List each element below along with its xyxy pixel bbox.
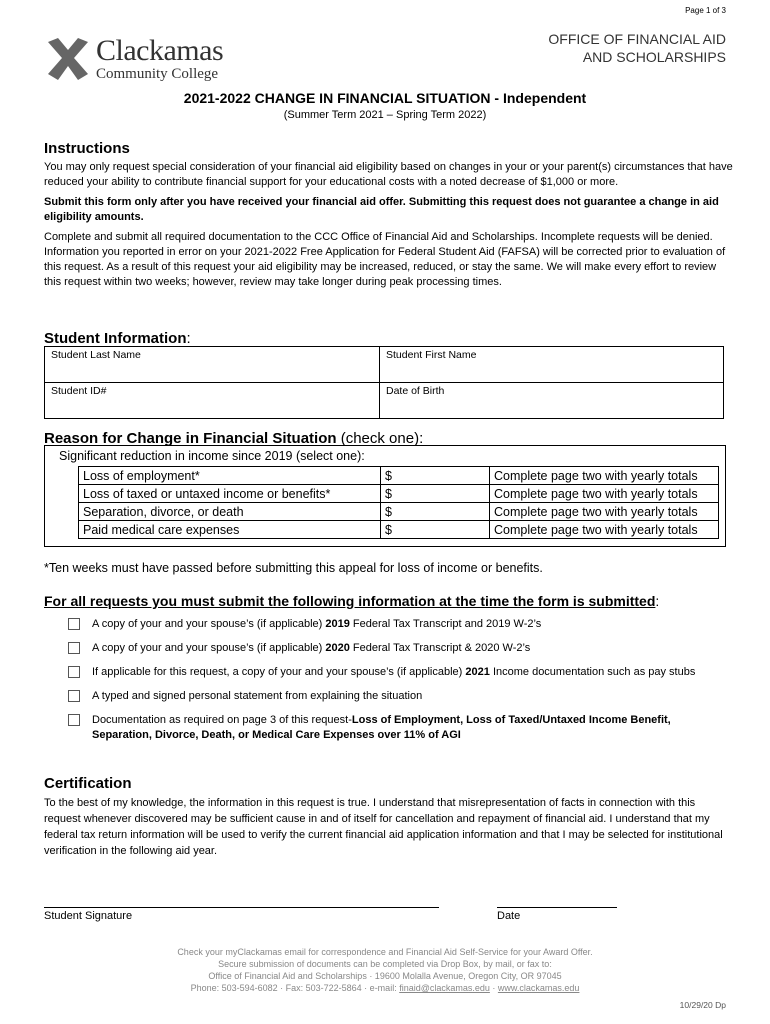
form-subtitle: (Summer Term 2021 – Spring Term 2022) — [283, 109, 487, 121]
reason-heading: Reason for Change in Financial Situation — [44, 430, 337, 447]
requirement-text-end: Income documentation such as pay stubs — [489, 666, 696, 678]
requirements-heading: For all requests you must submit the following information at the time the form is submitted — [44, 593, 656, 609]
reason-amount[interactable]: $ — [381, 485, 490, 503]
first-name-field[interactable] — [380, 347, 724, 383]
reason-label: Loss of employment* — [79, 467, 381, 485]
instructions-section — [44, 140, 734, 290]
reason-label: Separation, divorce, or death — [79, 503, 381, 521]
requirement-checkbox[interactable] — [68, 618, 80, 630]
requirement-checkbox[interactable] — [68, 642, 80, 654]
logo-name: Clackamas — [96, 34, 224, 67]
office-line-1: OFFICE OF FINANCIAL AID — [548, 31, 726, 47]
footer-line-4 — [0, 982, 770, 994]
last-name-field[interactable] — [45, 347, 380, 383]
reason-heading-suffix: (check one): — [336, 430, 424, 447]
website-link[interactable]: www.clackamas.edu — [497, 983, 580, 993]
reason-amount[interactable]: $ — [381, 467, 490, 485]
certification-heading: Certification — [44, 775, 132, 792]
instructions-para-3: Complete and submit all required documentation to the CCC Office of Financial Aid and Scholarships. Incomplete requests will be denied. Information you reported in error on your 2021-2022 Free Application for Federal Student Aid (FAFSA) will be corrected prior to evaluation of this request. As a result of this request your aid eligibility may be increased, reduced, or stay the same. We will make every effort to review this request within two weeks; however, review may take longer during peak processing times. — [44, 231, 726, 288]
requirement-text: A typed and signed personal statement from explaining the situation — [92, 690, 423, 702]
student-signature-label: Student Signature — [44, 910, 133, 922]
certification-section — [44, 775, 734, 859]
revision-date: 10/29/20 Dp — [679, 1000, 726, 1010]
requirement-bold-text: Loss of Employment, Loss of Taxed/Untaxed Income Benefit, Separation, Divorce, Death, or Medical Care Expenses over 11% of AGI — [92, 714, 671, 741]
list-item — [68, 641, 728, 656]
requirement-text: Documentation as required on page 3 of this request- — [92, 714, 352, 726]
requirement-checkbox[interactable] — [68, 666, 80, 678]
office-line-2: AND SCHOLARSHIPS — [582, 49, 726, 65]
reason-note: Complete page two with yearly totals — [490, 467, 719, 485]
date-line[interactable] — [497, 907, 617, 908]
last-name-label: Student Last Name — [51, 349, 141, 361]
requirement-text-end: Federal Tax Transcript & 2020 W-2’s — [349, 642, 531, 654]
logo-mark-icon — [44, 36, 94, 82]
requirement-text-end: Federal Tax Transcript and 2019 W-2’s — [349, 618, 542, 630]
instructions-para-1: You may only request special consideration of your financial aid eligibility based on changes in your or your parent(s) circumstances that have reduced your ability to contribute financial support for your educational costs with a noted decrease of $1,000 or more. — [44, 161, 733, 188]
footer-contact: Phone: 503-594-6082 · Fax: 503-722-5864 · e-mail: — [190, 983, 400, 993]
list-item — [68, 665, 728, 680]
college-logo — [44, 34, 234, 84]
requirements-heading-suffix: : — [655, 593, 660, 609]
reason-amount[interactable]: $ — [381, 503, 490, 521]
reason-row[interactable] — [79, 521, 719, 539]
requirement-bold-text: 2020 — [325, 642, 350, 654]
footer — [0, 946, 770, 994]
requirement-checkbox[interactable] — [68, 714, 80, 726]
footer-line-1: Check your myClackamas email for correspondence and Financial Aid Self-Service for your Award Offer. — [177, 947, 593, 957]
reason-label: Loss of taxed or untaxed income or benefits* — [79, 485, 381, 503]
date-label: Date — [497, 910, 521, 922]
reason-table — [78, 466, 719, 539]
reason-amount[interactable]: $ — [381, 521, 490, 539]
student-signature-line[interactable] — [44, 907, 439, 908]
office-title — [548, 30, 726, 66]
instructions-para-2: Submit this form only after you have received your financial aid offer. Submitting this request does not guarantee a change in aid eligibility amounts. — [44, 196, 719, 223]
email-link[interactable]: finaid@clackamas.edu — [399, 983, 490, 993]
list-item — [68, 713, 728, 743]
reason-row[interactable] — [79, 503, 719, 521]
reason-footnote: *Ten weeks must have passed before submitting this appeal for loss of income or benefits. — [44, 561, 543, 575]
requirement-text: If applicable for this request, a copy of your and your spouse’s (if applicable) — [92, 666, 466, 678]
reason-note: Complete page two with yearly totals — [490, 503, 719, 521]
requirement-bold-text: 2021 — [465, 666, 490, 678]
page-number: Page 1 of 3 — [685, 6, 726, 15]
footer-line-3: Office of Financial Aid and Scholarships · 19600 Molalla Avenue, Oregon City, OR 97045 — [208, 971, 562, 981]
footer-line-2: Secure submission of documents can be completed via Drop Box, by mail, or fax to: — [218, 959, 552, 969]
list-item — [68, 617, 728, 632]
requirements-heading-wrap — [44, 593, 659, 609]
list-item — [68, 689, 728, 704]
first-name-label: Student First Name — [386, 349, 477, 361]
reason-note: Complete page two with yearly totals — [490, 521, 719, 539]
student-info-heading-suffix: : — [186, 330, 191, 347]
requirements-list — [68, 617, 728, 752]
certification-text: To the best of my knowledge, the information in this request is true. I understand that misrepresentation of facts in connection with this request whenever discovered may be sufficient cause in and of itself for cancellation and repayment of financial aid. I understand that my federal tax return information will be used to verify the current financial aid application information and that I may be selected for institutional verification in the following aid year. — [44, 797, 723, 857]
reason-box — [44, 445, 726, 547]
instructions-heading: Instructions — [44, 140, 130, 157]
dob-field[interactable] — [380, 383, 724, 419]
reason-section-label: Significant reduction in income since 2019 (select one): — [59, 449, 365, 463]
reason-label: Paid medical care expenses — [79, 521, 381, 539]
requirement-bold-text: 2019 — [325, 618, 350, 630]
logo-subtitle: Community College — [96, 66, 219, 82]
reason-row[interactable] — [79, 485, 719, 503]
reason-note: Complete page two with yearly totals — [490, 485, 719, 503]
footer-separator: · — [489, 983, 498, 993]
student-id-field[interactable] — [45, 383, 380, 419]
student-info-table — [44, 346, 724, 419]
form-title: 2021-2022 CHANGE IN FINANCIAL SITUATION - Independent — [183, 90, 587, 106]
student-info-heading: Student Information — [44, 330, 187, 347]
requirement-text: A copy of your and your spouse’s (if applicable) — [92, 642, 326, 654]
student-id-label: Student ID# — [51, 385, 107, 397]
requirement-checkbox[interactable] — [68, 690, 80, 702]
requirement-text: A copy of your and your spouse’s (if applicable) — [92, 618, 326, 630]
reason-row[interactable] — [79, 467, 719, 485]
dob-label: Date of Birth — [386, 385, 445, 397]
